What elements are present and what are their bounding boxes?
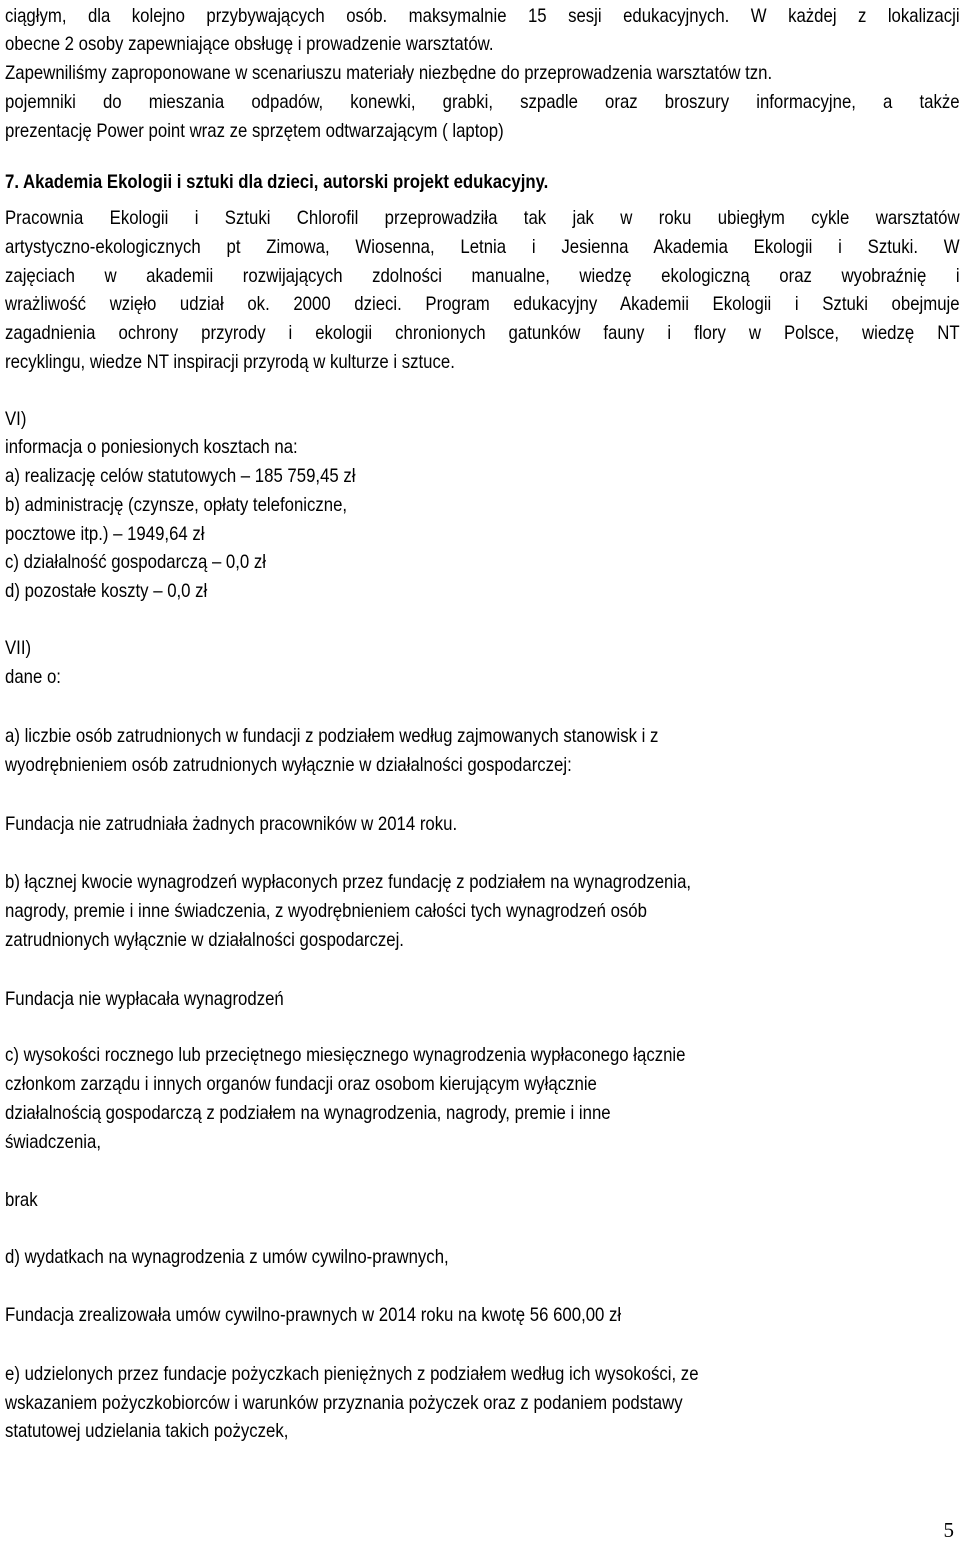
data-item: działalnością gospodarczą z podziałem na wynagrodzenia, nagrody, premie i inne bbox=[5, 1102, 611, 1124]
cost-item: c) działalność gospodarczą – 0,0 zł bbox=[5, 551, 267, 573]
data-item: b) łącznej kwocie wynagrodzeń wypłaconych przez fundację z podziałem na wynagrodzenia, bbox=[5, 871, 692, 893]
cost-item: d) pozostałe koszty – 0,0 zł bbox=[5, 580, 208, 602]
paragraph-line: prezentację Power point wraz ze sprzętem odtwarzającym ( laptop) bbox=[5, 120, 504, 142]
paragraph-line: obecne 2 osoby zapewniające obsługę i prowadzenie warsztatów. bbox=[5, 33, 494, 55]
data-item: a) liczbie osób zatrudnionych w fundacji z podziałem według zajmowanych stanowisk i z bbox=[5, 725, 659, 747]
data-item: statutowej udzielania takich pożyczek, bbox=[5, 1420, 289, 1442]
paragraph-line: pojemniki do mieszania odpadów, konewki, grabki, szpadle oraz broszury informacyjne, a także bbox=[5, 91, 960, 113]
paragraph-line: artystyczno-ekologicznych pt Zimowa, Wiosenna, Letnia i Jesienna Akademia Ekologii i Sztuki. W bbox=[5, 236, 960, 258]
data-item: zatrudnionych wyłącznie w działalności gospodarczej. bbox=[5, 929, 404, 951]
data-item: d) wydatkach na wynagrodzenia z umów cywilno-prawnych, bbox=[5, 1246, 449, 1268]
paragraph-line: recyklingu, wiedze NT inspiracji przyrodą w kulturze i sztuce. bbox=[5, 351, 455, 373]
paragraph-line: zajęciach w akademii rozwijających zdolności manualne, wiedzę ekologiczną oraz wyobraźnię i bbox=[5, 265, 960, 287]
cost-item: a) realizację celów statutowych – 185 759,45 zł bbox=[5, 465, 356, 487]
section-heading: VII) bbox=[5, 637, 32, 659]
cost-item: pocztowe itp.) – 1949,64 zł bbox=[5, 523, 205, 545]
paragraph-line: zagadnienia ochrony przyrody i ekologii chronionych gatunków fauny i flory w Polsce, wiedzę NT bbox=[5, 322, 960, 344]
data-answer: Fundacja nie zatrudniała żadnych pracowników w 2014 roku. bbox=[5, 813, 458, 835]
paragraph-line: wrażliwość wzięło udział ok. 2000 dzieci. Program edukacyjny Akademii Ekologii i Sztuki obejmuje bbox=[5, 293, 960, 315]
paragraph-line: ciągłym, dla kolejno przybywających osób. maksymalnie 15 sesji edukacyjnych. W każdej z lokalizacji bbox=[5, 5, 960, 27]
data-item: członkom zarządu i innych organów fundacji oraz osobom kierującym wyłącznie bbox=[5, 1073, 597, 1095]
section-intro: dane o: bbox=[5, 666, 61, 688]
data-item: wyodrębnieniem osób zatrudnionych wyłącznie w działalności gospodarczej: bbox=[5, 754, 572, 776]
data-item: świadczenia, bbox=[5, 1131, 102, 1153]
data-item: wskazaniem pożyczkobiorców i warunków przyznania pożyczek oraz z podaniem podstawy bbox=[5, 1392, 683, 1414]
page-number: 5 bbox=[943, 1518, 954, 1542]
section-heading: 7. Akademia Ekologii i sztuki dla dzieci, autorski projekt edukacyjny. bbox=[5, 171, 549, 193]
section-heading: VI) bbox=[5, 408, 27, 430]
data-answer: Fundacja zrealizowała umów cywilno-prawnych w 2014 roku na kwotę 56 600,00 zł bbox=[5, 1304, 622, 1326]
section-intro: informacja o poniesionych kosztach na: bbox=[5, 436, 298, 458]
data-answer: brak bbox=[5, 1189, 38, 1211]
paragraph-line: Pracownia Ekologii i Sztuki Chlorofil przeprowadziła tak jak w roku ubiegłym cykle warsztatów bbox=[5, 207, 960, 229]
data-answer: Fundacja nie wypłacała wynagrodzeń bbox=[5, 988, 284, 1010]
paragraph-line: Zapewniliśmy zaproponowane w scenariuszu materiały niezbędne do przeprowadzenia warsztatów tzn. bbox=[5, 62, 773, 84]
data-item: e) udzielonych przez fundacje pożyczkach pieniężnych z podziałem według ich wysokości, ze bbox=[5, 1363, 699, 1385]
data-item: nagrody, premie i inne świadczenia, z wyodrębnieniem całości tych wynagrodzeń osób bbox=[5, 900, 647, 922]
cost-item: b) administrację (czynsze, opłaty telefoniczne, bbox=[5, 494, 348, 516]
data-item: c) wysokości rocznego lub przeciętnego miesięcznego wynagrodzenia wypłaconego łącznie bbox=[5, 1044, 686, 1066]
